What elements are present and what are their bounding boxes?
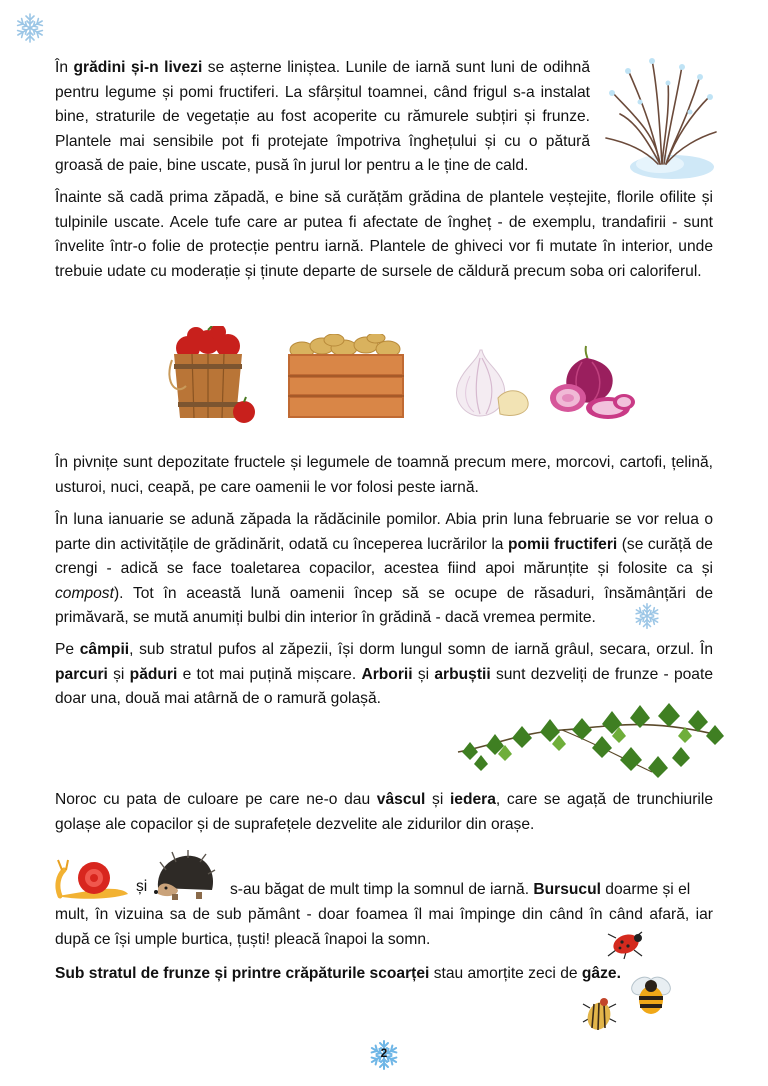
paragraph-cellars: În pivnițe sunt depozitate fructele și legumele de toamnă precum mere, morcovi, cartofi, țelină, usturoi, nuci, ceapă, pe care oamenii le vor folosi peste iarnă. bbox=[55, 454, 713, 496]
page-number bbox=[367, 1038, 401, 1072]
paragraph-gardens: În grădini și-n livezi se așterne liniștea. Lunile de iarnă sunt luni de odihnă pentru legume și pomi fructiferi. La sfârșitul toamnei, când frigul s-a instalat bine, straturile de vegetație au fost acoperite cu rămurele subțiri și frunze. Plantele mai sensibile pot fi protejate împotriva înghețului și cu o pătură groasă de paie, bine uscate, pusă în jurul lor pentru a le ține de cald. bbox=[55, 59, 590, 174]
snail-icon bbox=[54, 856, 132, 902]
paragraph-mistletoe-ivy: Noroc cu pata de culoare pe care ne-o dau vâscul și iedera, care se agață de trunchiurile golașe ale copacilor și de suprafețele dezvelite ale zidurilor din orașe. bbox=[55, 791, 713, 833]
hedgehog-icon bbox=[152, 850, 216, 902]
onion-icon bbox=[546, 344, 636, 422]
garlic-icon bbox=[450, 346, 532, 420]
highlight-gardens: grădini și-n livezi bbox=[73, 59, 203, 76]
paragraph-insects: Sub stratul de frunze și printre crăpăturile scoarței stau amorțite zeci de gâze. bbox=[55, 965, 621, 982]
bare-bush-icon bbox=[600, 52, 720, 182]
paragraph-hibernation: mult, în vizuina sa de sub pământ - doar foamea îl mai împinge din când în când afară, iar după ce își umple burtica, țuști! pleacă înapoi la somn. bbox=[55, 906, 713, 948]
snowflake-icon bbox=[633, 602, 661, 630]
snowflake-icon bbox=[14, 12, 46, 44]
paragraph-before-snow: Înainte să cadă prima zăpadă, e bine să curățăm grădina de plantele veștejite, florile ofilite și tulpinile uscate. Acele tufe care ar putea fi afectate de îngheț - de exemplu, trandafirii - sunt învelite într-o folie de protecție pentru iarnă. Plantele de ghiveci vor fi mutate în interior, unde trebuie udate cu moderație și ținute departe de sursele de căldură precum soba ori caloriferul. bbox=[55, 189, 713, 280]
beetle-icon bbox=[582, 994, 618, 1034]
text-and: și bbox=[136, 878, 148, 895]
bee-icon bbox=[628, 972, 674, 1016]
page-number-label: 2 bbox=[380, 1046, 388, 1060]
paragraph-fields: Pe câmpii, sub stratul pufos al zăpezii, își dorm lungul somn de iarnă grâul, secara, orzul. În parcuri și păduri e tot mai puțină mișcare. Arborii și arbuștii sunt dezveliți de frunze - poate doar una, două mai atârnă de o ramură golașă. bbox=[55, 641, 713, 707]
potato-crate-icon bbox=[286, 334, 406, 420]
paragraph-hibernation-line1: s-au băgat de mult timp la somnul de iarnă. Bursucul doarme și el bbox=[230, 881, 691, 898]
apple-bucket-icon bbox=[166, 326, 258, 424]
beetle-icon bbox=[606, 928, 646, 960]
paragraph-january: În luna ianuarie se adună zăpada la rădăcinile pomilor. Abia prin luna februarie se vor relua o parte din activitățile de grădinărit, odată cu începerea lucrărilor la pomii fructiferi (se curăță de crengi - adică se face toaletarea copacilor, acestea fiind apoi mărunțite și folosite ca și compost). Tot în această lună oamenii încep să se ocupe de răsaduri, însămânțări de primăvară, se mută anumiți bulbi din interior în grădină - dacă vremea permite. bbox=[55, 511, 713, 626]
ivy-icon bbox=[452, 702, 728, 786]
